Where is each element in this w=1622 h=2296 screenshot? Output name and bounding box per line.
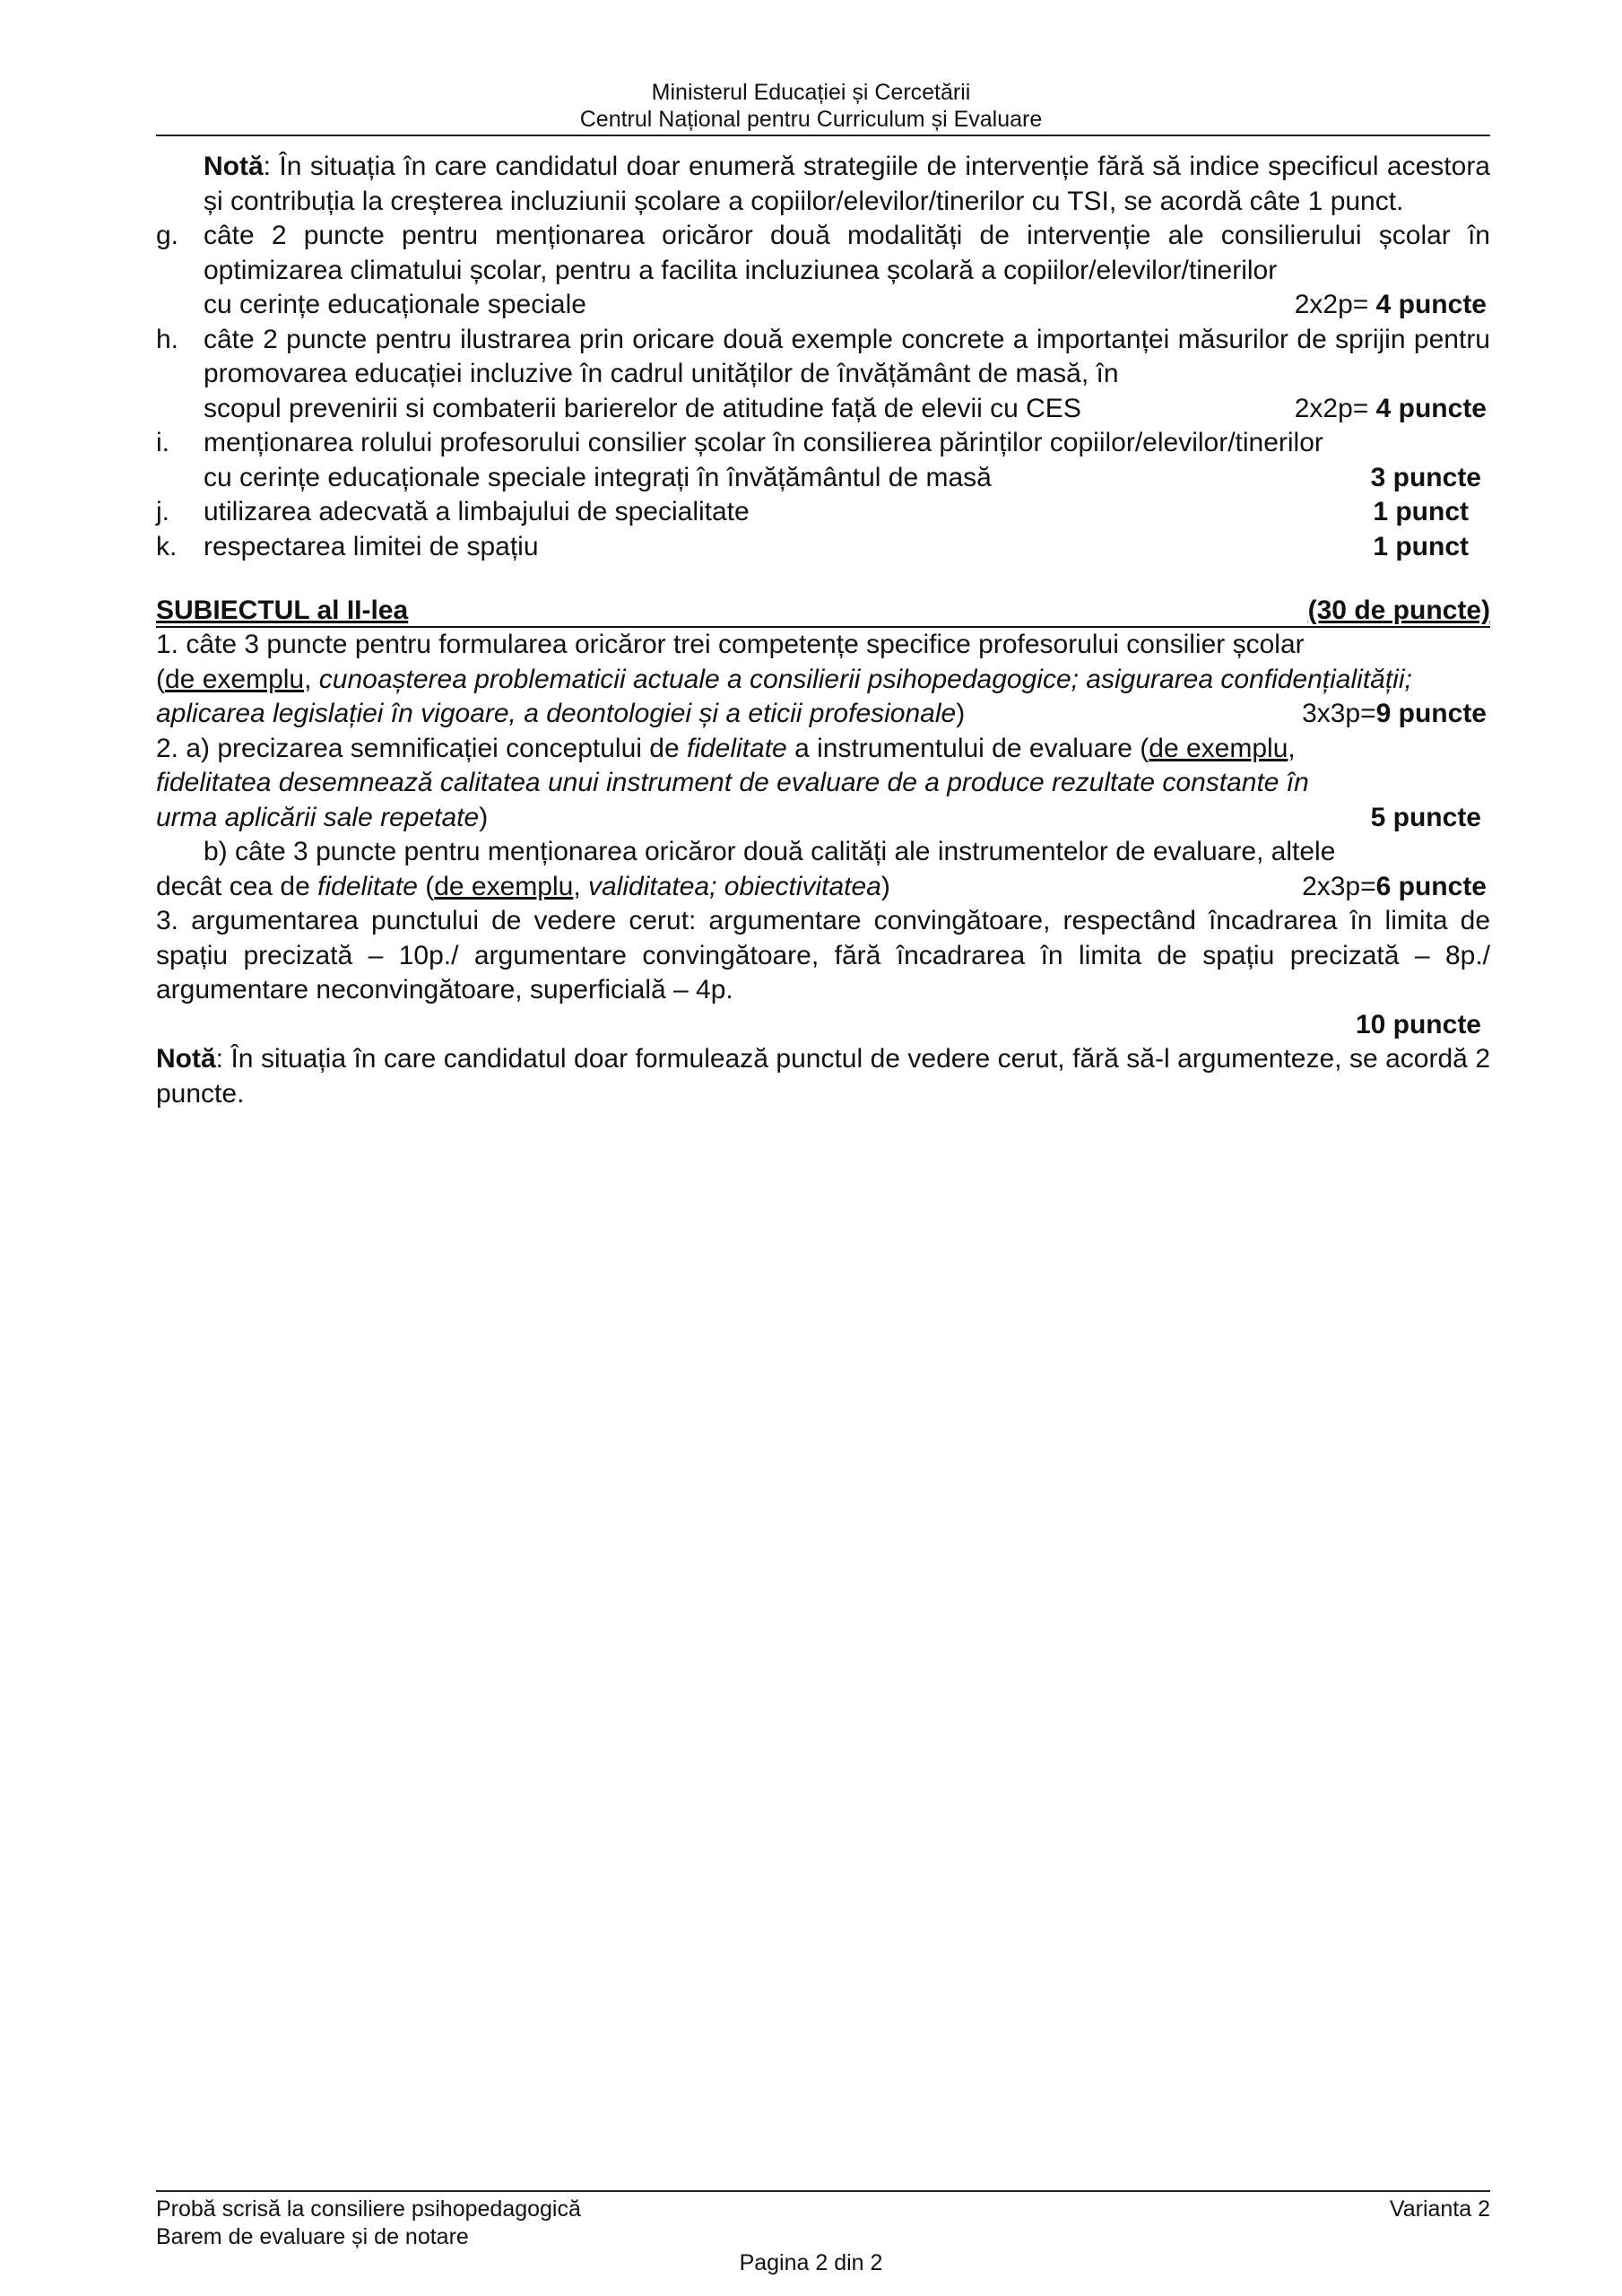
question-2a [156, 732, 1490, 836]
question-score [1302, 697, 1487, 732]
item-label: k. [156, 531, 178, 561]
footer-divider [156, 2190, 1490, 2192]
item-score: 3 puncte [1370, 462, 1481, 492]
question-2b [156, 835, 1490, 904]
score-formula: 2x3p= [1302, 871, 1376, 901]
paren-close: ) [479, 802, 489, 832]
question-score-row [156, 870, 1490, 905]
subject-2-heading [156, 596, 1490, 628]
example-text: fidelitatea desemnează calitatea unui instrument de evaluare de a produce rezultate constante în [156, 768, 1309, 797]
item-k [156, 530, 1490, 565]
paren-open: ( [417, 871, 435, 901]
item-text: utilizarea adecvată a limbajului de specialitate [204, 497, 750, 526]
item-text: câte 2 puncte pentru ilustrarea prin oricare două exemple concrete a importanței măsurilor de sprijin pentru promovarea educației incluzive în cadrul unităților de învățământ de masă, în [204, 324, 1490, 388]
comma: , [573, 871, 588, 901]
score-formula: 3x3p= [1302, 699, 1376, 728]
score-value: 4 puncte [1375, 393, 1487, 423]
paren-close: ) [956, 699, 966, 728]
question-3 [156, 904, 1490, 1042]
examples-text-cont: aplicarea legislației în vigoare, a deontologiei și a eticii profesionale [156, 699, 957, 728]
text-part: decât cea de [156, 871, 318, 901]
example-label: de exemplu [434, 871, 574, 901]
examples-text: validitatea; obiectivitatea [588, 871, 881, 901]
question-text: 3. argumentarea punctului de vedere cerut: argumentare convingătoare, respectând încadrarea în limita de spațiu precizată – 10p./ argumentare convingătoare, fără încadrarea în limita de spațiu precizată – 8p./ argumentare neconvingătoare, superficială – 4p. [156, 906, 1490, 1004]
question-score-row [156, 697, 1490, 732]
paren-close: ) [880, 871, 890, 901]
item-h [156, 323, 1490, 427]
note-text: : În situația în care candidatul doar formulează punctul de vedere cerut, fără să-l argumenteze, se acordă 2 puncte. [156, 1044, 1490, 1109]
example-text-cont: urma aplicării sale repetate [156, 802, 480, 832]
item-text: câte 2 puncte pentru menționarea oricăror două modalități de intervenție ale consilierului școlar în optimizarea climatului școlar, pentru a facilita incluziunea școlară a copiilor/elevilor/tinerilor [204, 221, 1490, 285]
footer-variant: Varianta 2 [1389, 2196, 1490, 2222]
note-viewpoint [156, 1042, 1490, 1111]
question-score-row [156, 801, 1490, 836]
item-text-last-line: cu cerințe educaționale speciale integrați în învățământul de masă [204, 462, 992, 492]
question-score: 5 puncte [1370, 802, 1481, 832]
paren-open: ( [156, 664, 165, 694]
item-label: j. [156, 497, 169, 526]
question-1 [156, 628, 1490, 732]
footer-row-1 [156, 2196, 1490, 2223]
score-value: 4 puncte [1375, 290, 1487, 319]
header-center: Centrul Național pentru Curriculum și Evaluare [579, 107, 1043, 132]
header-ministry: Ministerul Educației și Cercetării [651, 80, 971, 105]
note-label: Notă [156, 1044, 216, 1074]
document-body [156, 150, 1490, 1111]
item-label: h. [156, 324, 179, 354]
comma: , [1288, 733, 1296, 763]
item-label: i. [156, 428, 169, 457]
note-strategies [204, 150, 1490, 219]
text-part: a instrumentului de evaluare ( [786, 733, 1149, 763]
subject-title: SUBIECTUL al II-lea [156, 596, 409, 625]
subject-points: (30 de puncte) [1307, 596, 1490, 625]
item-score [1295, 288, 1487, 323]
score-formula: 2x2p= [1294, 393, 1376, 423]
item-j [156, 495, 1490, 530]
item-score [1295, 392, 1487, 427]
item-text-last-line: cu cerințe educaționale speciale [204, 290, 586, 319]
term: fidelitate [317, 871, 418, 901]
score-value: 6 puncte [1375, 871, 1487, 901]
item-g [156, 219, 1490, 323]
example-label: de exemplu [1149, 733, 1288, 763]
text-part: 2. a) precizarea semnificației conceptului de [156, 733, 687, 763]
item-text: menționarea rolului profesorului consilier școlar în consilierea părinților copiilor/elevilor/tinerilor [204, 428, 1323, 457]
question-score: 10 puncte [1355, 1009, 1481, 1039]
footer-exam-title: Probă scrisă la consiliere psihopedagogică [156, 2196, 581, 2222]
page-number: Pagina 2 din 2 [739, 2250, 883, 2275]
item-label: g. [156, 221, 179, 250]
term: fidelitate [686, 733, 787, 763]
item-text-last-line: scopul prevenirii si combaterii barierelor de atitudine față de elevii cu CES [204, 393, 1081, 423]
example-label: de exemplu [165, 664, 305, 694]
item-score-row [204, 392, 1490, 427]
item-text: respectarea limitei de spațiu [204, 531, 539, 561]
note-text: : În situația în care candidatul doar enumeră strategiile de intervenție fără să indice specificul acestora și contribuția la creșterea incluziunii școlare a copiilor/elevilor/tinerilor cu TSI, se acordă câte 1 punct. [204, 152, 1490, 216]
question-text: b) câte 3 puncte pentru menționarea oricăror două calități ale instrumentelor de evaluare, altele [204, 837, 1336, 866]
footer-barem: Barem de evaluare și de notare [156, 2224, 469, 2249]
question-examples [156, 663, 1490, 698]
item-score: 1 punct [1373, 497, 1469, 526]
question-score [1302, 870, 1487, 905]
examples-text: cunoașterea problematicii actuale a consilierii psihopedagogice; asigurarea confidențialității; [318, 664, 1412, 694]
comma: , [304, 664, 319, 694]
note-label: Notă [204, 152, 264, 181]
item-score-row [204, 288, 1490, 323]
score-value: 9 puncte [1375, 699, 1487, 728]
question-text: 1. câte 3 puncte pentru formularea oricăror trei competențe specifice profesorului consilier școlar [156, 630, 1305, 659]
item-score-row [204, 461, 1490, 496]
header-divider [156, 135, 1490, 136]
item-score: 1 punct [1373, 531, 1469, 561]
score-formula: 2x2p= [1294, 290, 1376, 319]
question-text [156, 732, 1490, 767]
item-i [156, 426, 1490, 495]
